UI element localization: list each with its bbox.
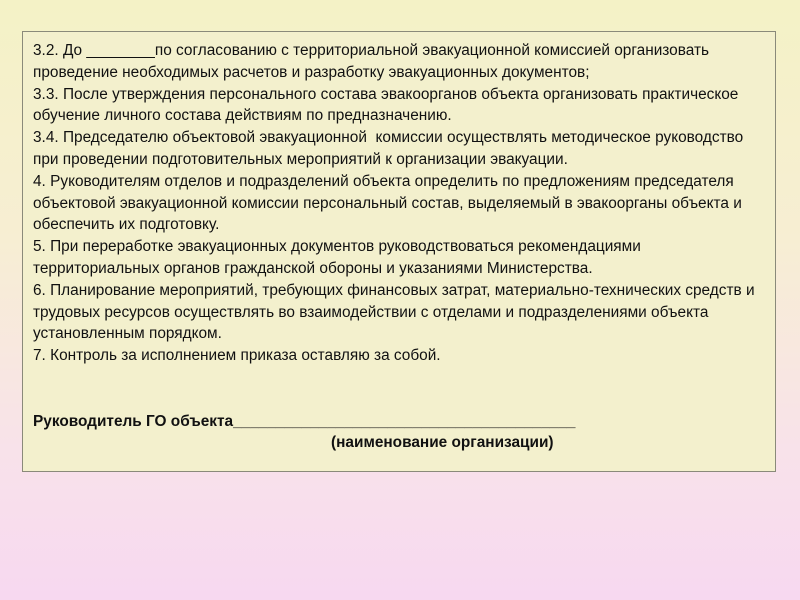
paragraph-7: 7. Контроль за исполнением приказа оставляю за собой. [33,347,441,365]
spacer [33,367,767,411]
paragraph-3-4: 3.4. Председателю объектовой эвакуационной комиссии осуществлять методическое руководство при проведении подготовительных мероприятий к организации эвакуации. [33,129,748,168]
paragraph-5: 5. При переработке эвакуационных документов руководствоваться рекомендациями территориальных органов гражданской обороны и указаниями Министерства. [33,238,646,277]
paragraph-4: 4. Руководителям отделов и подразделений объекта определить по предложениям председателя объектовой эвакуационной комиссии персональный состав, выделяемый в эвакоорганы объекта и обеспечить их подготовку. [33,172,747,234]
document-text-box [22,31,776,472]
paragraph-3-3: 3.3. После утверждения персонального состава эвакоорганов объекта организовать практическое обучение личного состава действиям по предназначению. [33,85,743,125]
paragraph-3-2: 3.2. До ________по согласованию с территориальной эвакуационной комиссией организовать проведение необходимых расчетов и разработку эвакуационных документов; [33,42,714,81]
signature-line: Руководитель ГО объекта________________________________________ [33,412,576,430]
paragraph-6: 6. Планирование мероприятий, требующих финансовых затрат, материально-технических средств и трудовых ресурсов осуществлять во взаимодействии с отделами и подразделениями объекта установленным порядком. [33,281,759,343]
signature-caption: (наименование организации) [331,433,554,451]
